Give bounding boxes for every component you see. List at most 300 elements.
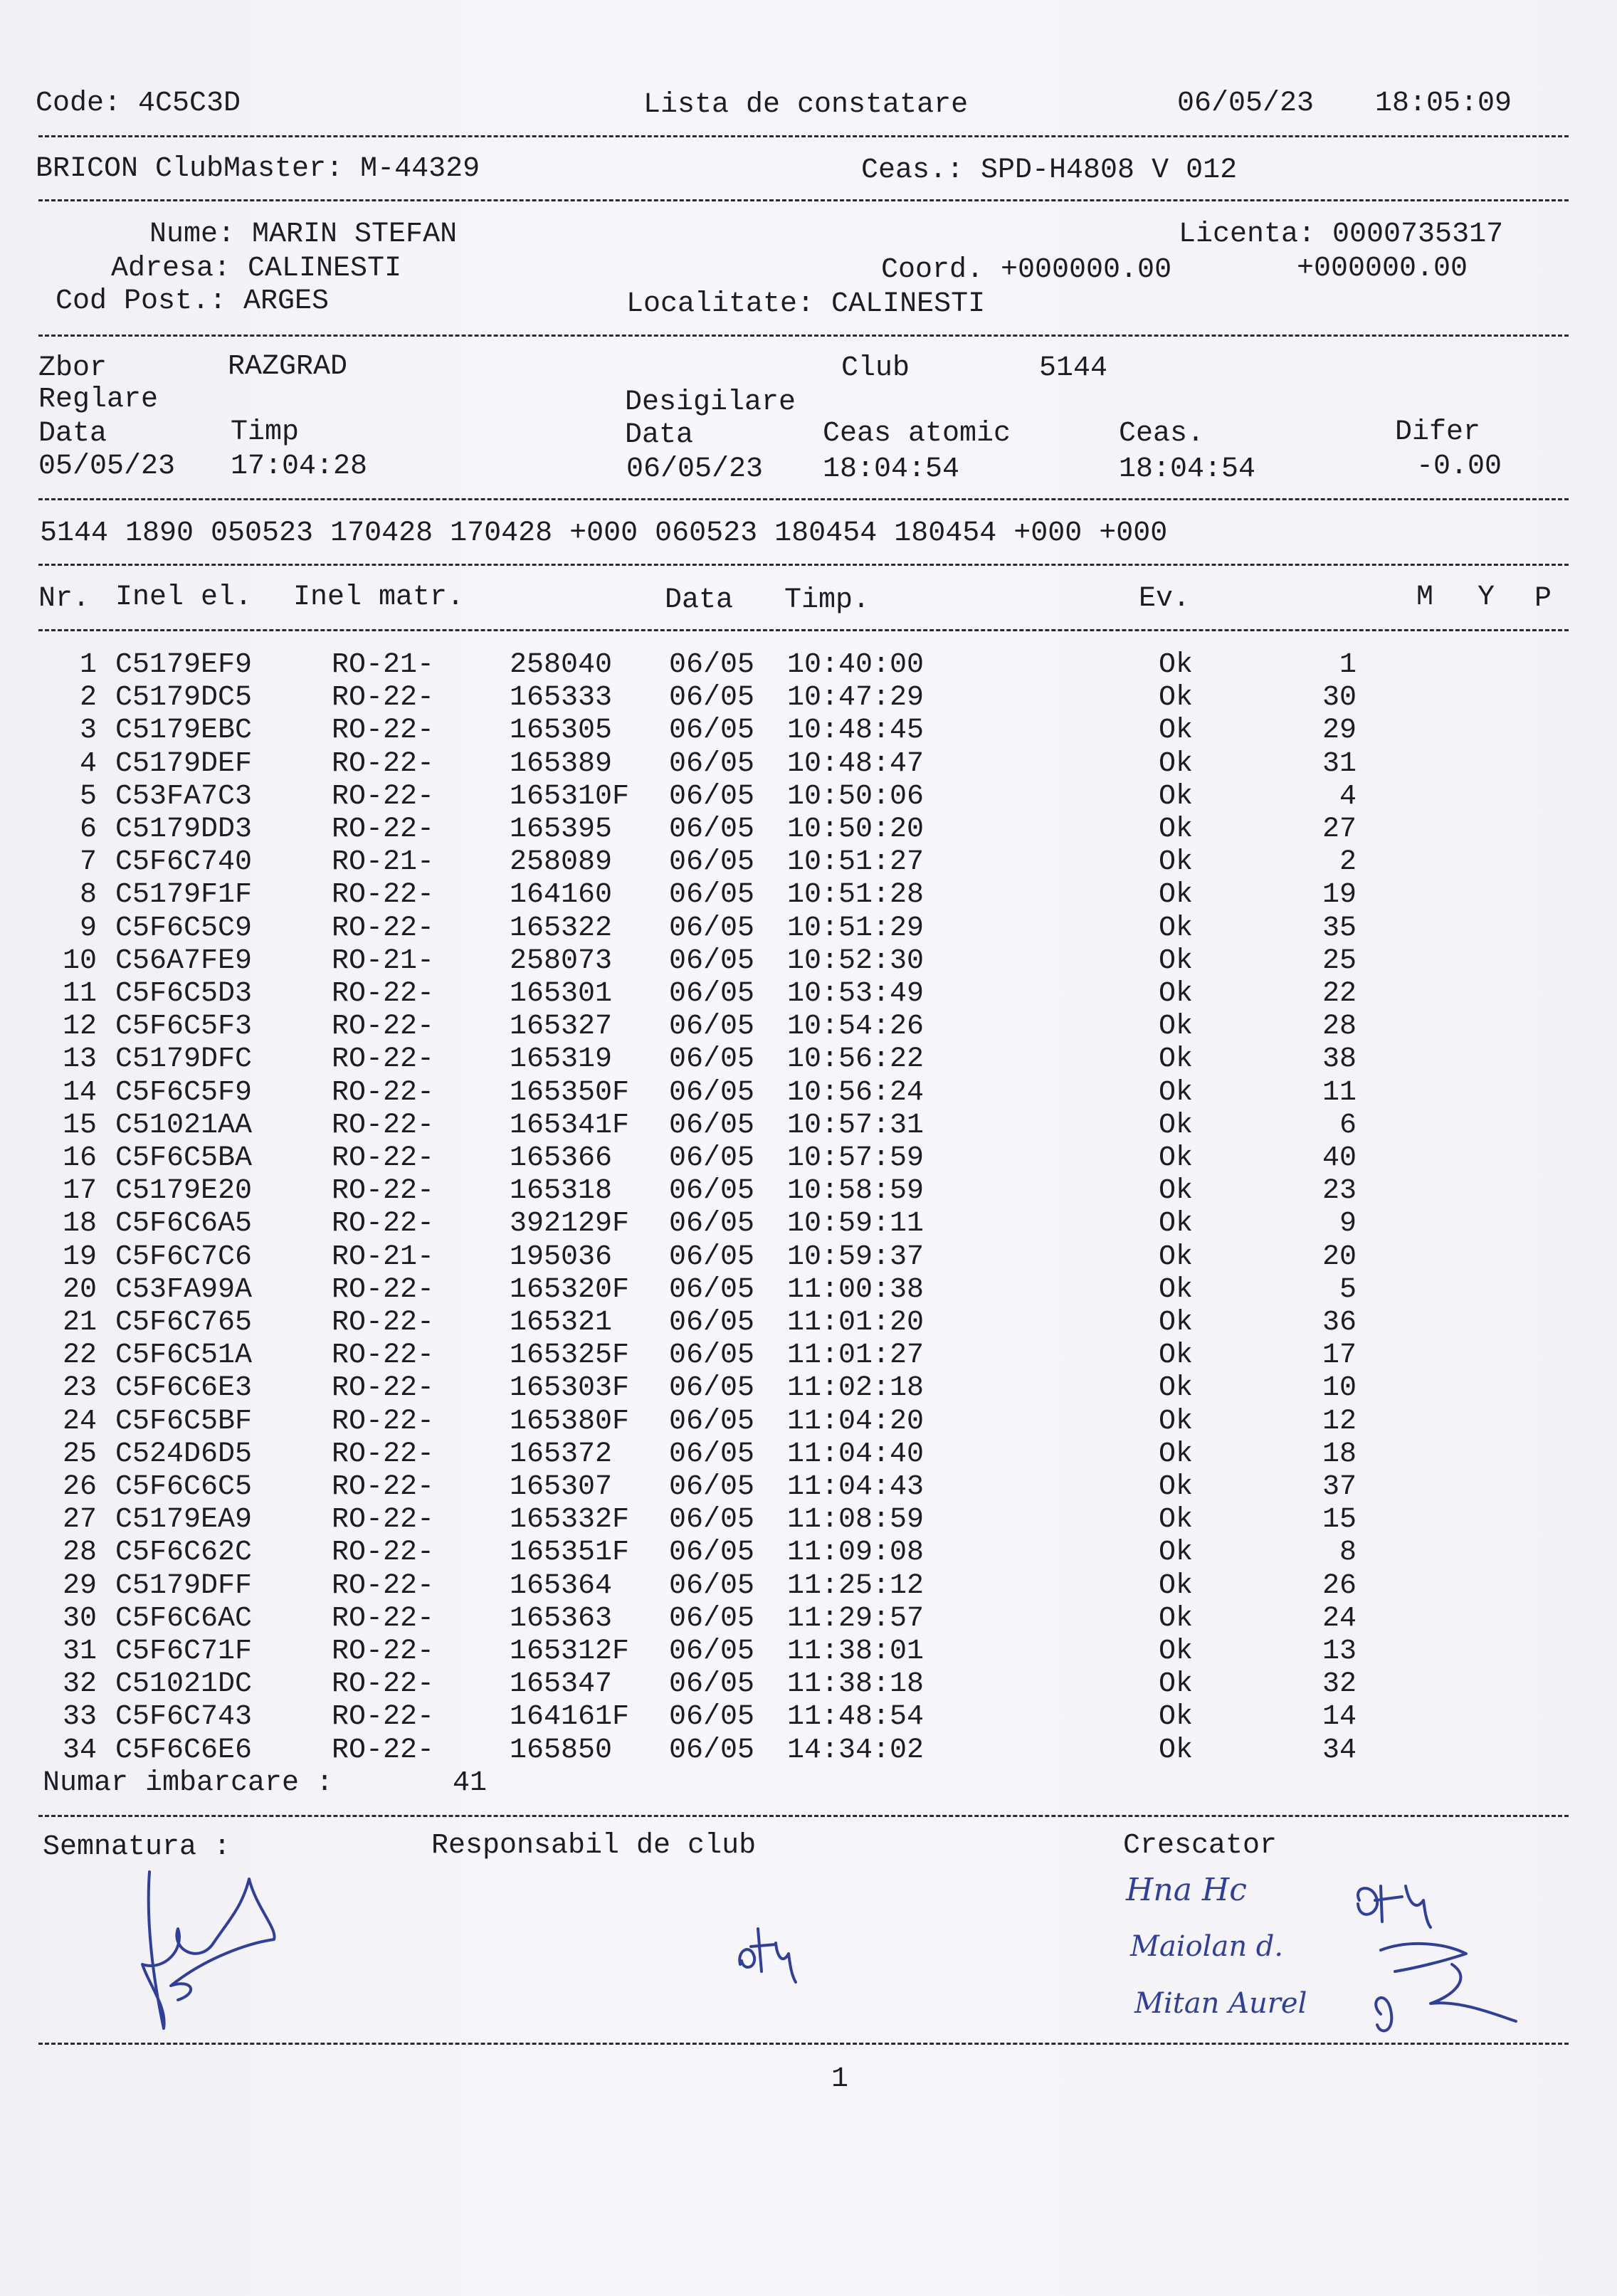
boarding-count-label: Numar imbarcare :: [43, 1767, 334, 1799]
ring-number: 165303F: [510, 1372, 630, 1405]
ring-prefix: RO-22-: [332, 813, 435, 846]
ring-prefix: RO-22-: [332, 715, 435, 747]
table-row: [0, 879, 1617, 912]
ring-prefix: RO-22-: [332, 1307, 435, 1339]
arrival-time: 11:01:20: [787, 1307, 925, 1339]
divider: [38, 629, 1569, 631]
rank: 8: [1339, 1537, 1357, 1569]
row-number: 21: [62, 1307, 97, 1339]
table-row: [0, 1175, 1617, 1208]
ceas-value: 18:04:54: [1119, 453, 1256, 485]
ring-prefix: RO-22-: [332, 682, 435, 715]
ring-electronic: C5179DD3: [115, 813, 253, 846]
arrival-date: 06/05: [669, 1011, 755, 1043]
table-row: [0, 1668, 1617, 1701]
ring-prefix: RO-22-: [332, 1471, 435, 1503]
rank: 29: [1322, 715, 1357, 747]
ring-electronic: C5F6C6A5: [115, 1208, 253, 1241]
event-status: Ok: [1159, 1504, 1194, 1537]
ring-number: 165351F: [510, 1537, 630, 1569]
club-responsible-label: Responsabil de club: [431, 1830, 757, 1862]
arrival-date: 06/05: [669, 1208, 755, 1241]
arrival-date: 06/05: [669, 715, 755, 747]
owner-address: Adresa: CALINESTI: [111, 253, 402, 285]
row-number: 10: [62, 944, 97, 977]
ring-prefix: RO-22-: [332, 978, 435, 1010]
rank: 38: [1322, 1043, 1357, 1076]
arrival-date: 06/05: [669, 1569, 755, 1602]
ring-electronic: C53FA99A: [115, 1273, 253, 1306]
arrival-date: 06/05: [669, 1142, 755, 1174]
row-number: 11: [62, 978, 97, 1010]
clock-id: Ceas.: SPD-H4808 V 012: [861, 154, 1238, 186]
arrival-date: 06/05: [669, 1109, 755, 1142]
row-number: 15: [62, 1109, 97, 1142]
ring-electronic: C5F6C743: [115, 1701, 253, 1734]
event-status: Ok: [1159, 1701, 1194, 1734]
rank: 1: [1339, 649, 1357, 681]
ring-prefix: RO-21-: [332, 944, 435, 977]
desig-data-label: Data: [625, 419, 694, 451]
event-status: Ok: [1159, 944, 1194, 977]
table-row: [0, 1603, 1617, 1636]
arrival-date: 06/05: [669, 1307, 755, 1339]
ring-prefix: RO-22-: [332, 1011, 435, 1043]
arrival-time: 11:01:27: [787, 1339, 925, 1372]
reglare-timp: 17:04:28: [231, 451, 368, 483]
ring-number: 165850: [510, 1734, 613, 1766]
owner-locality: Localitate: CALINESTI: [626, 288, 986, 320]
ring-electronic: C5F6C6E3: [115, 1372, 253, 1405]
arrival-date: 06/05: [669, 1537, 755, 1569]
arrival-date: 06/05: [669, 978, 755, 1010]
arrival-date: 06/05: [669, 1504, 755, 1537]
arrival-date: 06/05: [669, 1636, 755, 1668]
rank: 14: [1322, 1701, 1357, 1734]
arrival-date: 06/05: [669, 682, 755, 715]
row-number: 24: [62, 1405, 97, 1438]
rank: 28: [1322, 1011, 1357, 1043]
table-row: [0, 813, 1617, 846]
event-status: Ok: [1159, 682, 1194, 715]
event-status: Ok: [1159, 1471, 1194, 1503]
col-ev-header: Ev.: [1139, 583, 1191, 615]
arrival-date: 06/05: [669, 1175, 755, 1208]
arrival-time: 10:56:24: [787, 1076, 925, 1109]
ring-prefix: RO-22-: [332, 1405, 435, 1438]
row-number: 4: [79, 747, 97, 780]
row-number: 19: [62, 1241, 97, 1273]
ceas-atomic-label: Ceas atomic: [823, 418, 1011, 450]
ring-number: 195036: [510, 1241, 613, 1273]
row-number: 8: [79, 879, 97, 912]
table-row: [0, 1011, 1617, 1043]
breeder-signature: [1338, 1872, 1523, 2043]
owner-licence: Licenta: 0000735317: [1179, 218, 1504, 251]
rank: 4: [1339, 780, 1357, 813]
table-row: [0, 1504, 1617, 1537]
event-status: Ok: [1159, 1208, 1194, 1241]
col-data-header: Data: [665, 584, 734, 616]
arrival-date: 06/05: [669, 780, 755, 813]
difer-value: -0.00: [1416, 451, 1502, 483]
table-row: [0, 1570, 1617, 1603]
ring-prefix: RO-22-: [332, 1602, 435, 1635]
table-row: [0, 912, 1617, 945]
event-status: Ok: [1159, 1602, 1194, 1635]
row-number: 18: [62, 1208, 97, 1241]
ring-electronic: C524D6D5: [115, 1438, 253, 1470]
rank: 25: [1322, 944, 1357, 977]
row-number: 16: [62, 1142, 97, 1174]
col-inel-matr-header: Inel matr.: [293, 581, 465, 614]
ring-electronic: C5F6C5F9: [115, 1076, 253, 1109]
desig-data: 06/05/23: [626, 453, 764, 485]
col-y-header: Y: [1478, 581, 1495, 614]
ring-electronic: C53FA7C3: [115, 780, 253, 813]
row-number: 22: [62, 1339, 97, 1372]
print-time: 18:05:09: [1375, 88, 1512, 120]
ring-electronic: C5F6C5C9: [115, 912, 253, 944]
rank: 26: [1322, 1569, 1357, 1602]
arrival-time: 11:38:18: [787, 1668, 925, 1701]
arrival-date: 06/05: [669, 1602, 755, 1635]
ring-number: 165364: [510, 1569, 613, 1602]
divider: [38, 135, 1569, 137]
ring-prefix: RO-21-: [332, 1241, 435, 1273]
rank: 35: [1322, 912, 1357, 944]
club-label: Club: [841, 352, 910, 384]
ring-electronic: C5F6C71F: [115, 1636, 253, 1668]
row-number: 14: [62, 1076, 97, 1109]
col-timp-header: Timp.: [784, 584, 870, 616]
ring-electronic: C5F6C6C5: [115, 1471, 253, 1503]
ring-number: 165301: [510, 978, 613, 1010]
ring-prefix: RO-21-: [332, 846, 435, 879]
breeder-label: Crescator: [1123, 1830, 1278, 1862]
rank: 10: [1322, 1372, 1357, 1405]
event-status: Ok: [1159, 1241, 1194, 1273]
arrival-date: 06/05: [669, 944, 755, 977]
ring-prefix: RO-22-: [332, 912, 435, 944]
arrival-date: 06/05: [669, 912, 755, 944]
page-number: 1: [831, 2063, 849, 2095]
event-status: Ok: [1159, 1043, 1194, 1076]
ring-electronic: C5F6C740: [115, 846, 253, 879]
event-status: Ok: [1159, 747, 1194, 780]
divider: [38, 498, 1569, 500]
ring-prefix: RO-22-: [332, 1142, 435, 1174]
clubmaster-id: BRICON ClubMaster: M-44329: [36, 153, 480, 185]
col-nr-header: Nr.: [38, 583, 90, 615]
ring-prefix: RO-22-: [332, 1043, 435, 1076]
ring-number: 165332F: [510, 1504, 630, 1537]
ring-number: 165363: [510, 1602, 613, 1635]
table-row: [0, 1043, 1617, 1076]
arrival-time: 11:04:43: [787, 1471, 925, 1503]
table-row: [0, 1208, 1617, 1241]
ring-number: 165389: [510, 747, 613, 780]
row-number: 7: [79, 846, 97, 879]
arrival-date: 06/05: [669, 1438, 755, 1470]
desigilare-label: Desigilare: [625, 386, 796, 418]
signature-scribble: [121, 1865, 306, 2043]
ring-number: 165350F: [510, 1076, 630, 1109]
event-status: Ok: [1159, 1438, 1194, 1470]
ring-electronic: C5179DFC: [115, 1043, 253, 1076]
arrival-date: 06/05: [669, 1734, 755, 1766]
ring-number: 165395: [510, 813, 613, 846]
arrival-date: 06/05: [669, 1043, 755, 1076]
ring-number: 165318: [510, 1175, 613, 1208]
ring-number: 165307: [510, 1471, 613, 1503]
event-status: Ok: [1159, 879, 1194, 912]
row-number: 6: [79, 813, 97, 846]
reglare-label: Reglare: [38, 384, 159, 416]
row-number: 30: [62, 1602, 97, 1635]
ceas-label: Ceas.: [1119, 418, 1205, 450]
reglare-data-label: Data: [38, 418, 107, 450]
row-number: 3: [79, 715, 97, 747]
row-number: 28: [62, 1537, 97, 1569]
event-status: Ok: [1159, 846, 1194, 879]
row-number: 26: [62, 1471, 97, 1503]
table-row: [0, 1471, 1617, 1504]
reglare-timp-label: Timp: [231, 416, 300, 448]
ring-prefix: RO-22-: [332, 1636, 435, 1668]
row-number: 12: [62, 1011, 97, 1043]
arrival-date: 06/05: [669, 1372, 755, 1405]
ring-number: 165320F: [510, 1273, 630, 1306]
rank: 34: [1322, 1734, 1357, 1766]
rank: 36: [1322, 1307, 1357, 1339]
event-status: Ok: [1159, 715, 1194, 747]
ring-prefix: RO-22-: [332, 1109, 435, 1142]
ring-number: 258073: [510, 944, 613, 977]
event-status: Ok: [1159, 813, 1194, 846]
arrival-time: 10:52:30: [787, 944, 925, 977]
ring-prefix: RO-22-: [332, 1537, 435, 1569]
event-status: Ok: [1159, 1307, 1194, 1339]
rank: 9: [1339, 1208, 1357, 1241]
event-status: Ok: [1159, 780, 1194, 813]
arrival-date: 06/05: [669, 846, 755, 879]
event-status: Ok: [1159, 1569, 1194, 1602]
ring-electronic: C5179DFF: [115, 1569, 253, 1602]
rank: 2: [1339, 846, 1357, 879]
breeder-handwriting-2: Maiolan d.: [1130, 1930, 1284, 1963]
ring-number: 165312F: [510, 1636, 630, 1668]
ring-prefix: RO-22-: [332, 1701, 435, 1734]
arrival-date: 06/05: [669, 813, 755, 846]
ring-number: 165321: [510, 1307, 613, 1339]
table-row: [0, 1701, 1617, 1734]
rank: 17: [1322, 1339, 1357, 1372]
ring-electronic: C5F6C6AC: [115, 1602, 253, 1635]
event-status: Ok: [1159, 1372, 1194, 1405]
ring-electronic: C5F6C5D3: [115, 978, 253, 1010]
ring-electronic: C51021AA: [115, 1109, 253, 1142]
ring-prefix: RO-22-: [332, 1372, 435, 1405]
ring-electronic: C5179E20: [115, 1175, 253, 1208]
arrival-date: 06/05: [669, 879, 755, 912]
table-row: [0, 846, 1617, 879]
rank: 18: [1322, 1438, 1357, 1470]
ring-number: 165333: [510, 682, 613, 715]
ring-electronic: C5F6C5BA: [115, 1142, 253, 1174]
table-row: [0, 1406, 1617, 1438]
row-number: 25: [62, 1438, 97, 1470]
ring-electronic: C51021DC: [115, 1668, 253, 1701]
ring-number: 165325F: [510, 1339, 630, 1372]
row-number: 1: [79, 649, 97, 681]
arrival-time: 10:59:37: [787, 1241, 925, 1273]
event-status: Ok: [1159, 1339, 1194, 1372]
event-status: Ok: [1159, 1668, 1194, 1701]
ring-electronic: C5179EBC: [115, 715, 253, 747]
arrival-time: 10:54:26: [787, 1011, 925, 1043]
ring-prefix: RO-22-: [332, 1076, 435, 1109]
arrival-time: 10:50:20: [787, 813, 925, 846]
ring-number: 165366: [510, 1142, 613, 1174]
arrival-time: 11:29:57: [787, 1602, 925, 1635]
event-status: Ok: [1159, 1109, 1194, 1142]
arrival-date: 06/05: [669, 649, 755, 681]
event-status: Ok: [1159, 649, 1194, 681]
row-number: 33: [62, 1701, 97, 1734]
table-row: [0, 715, 1617, 747]
ring-number: 165380F: [510, 1405, 630, 1438]
ring-prefix: RO-22-: [332, 1504, 435, 1537]
ring-electronic: C5179F1F: [115, 879, 253, 912]
ring-number: 392129F: [510, 1208, 630, 1241]
flight-label: Zbor: [38, 352, 107, 384]
arrival-time: 11:38:01: [787, 1636, 925, 1668]
ring-prefix: RO-22-: [332, 1668, 435, 1701]
ring-number: 164161F: [510, 1701, 630, 1734]
ring-number: 258089: [510, 846, 613, 879]
rank: 6: [1339, 1109, 1357, 1142]
row-number: 13: [62, 1043, 97, 1076]
ring-prefix: RO-22-: [332, 1569, 435, 1602]
ring-electronic: C5F6C7C6: [115, 1241, 253, 1273]
arrival-date: 06/05: [669, 1241, 755, 1273]
rank: 20: [1322, 1241, 1357, 1273]
ring-prefix: RO-22-: [332, 747, 435, 780]
table-row: [0, 748, 1617, 781]
signature-label: Semnatura :: [43, 1831, 231, 1863]
ring-electronic: C5F6C765: [115, 1307, 253, 1339]
arrival-time: 10:51:28: [787, 879, 925, 912]
row-number: 2: [79, 682, 97, 715]
ring-number: 165372: [510, 1438, 613, 1470]
rank: 23: [1322, 1175, 1357, 1208]
arrival-time: 10:59:11: [787, 1208, 925, 1241]
rank: 40: [1322, 1142, 1357, 1174]
table-row: [0, 1372, 1617, 1405]
breeder-handwriting-1: Hna Hc: [1126, 1872, 1247, 1908]
rank: 31: [1322, 747, 1357, 780]
event-status: Ok: [1159, 1537, 1194, 1569]
arrival-time: 10:48:45: [787, 715, 925, 747]
arrival-time: 10:48:47: [787, 747, 925, 780]
divider: [38, 2043, 1569, 2045]
table-row: [0, 1339, 1617, 1372]
ring-prefix: RO-22-: [332, 1339, 435, 1372]
arrival-time: 10:56:22: [787, 1043, 925, 1076]
arrival-time: 11:48:54: [787, 1701, 925, 1734]
table-row: [0, 1734, 1617, 1767]
reglare-data: 05/05/23: [38, 451, 176, 483]
document-code: Code: 4C5C3D: [36, 88, 241, 120]
table-row: [0, 945, 1617, 978]
table-row: [0, 1307, 1617, 1339]
ring-number: 165305: [510, 715, 613, 747]
rank: 22: [1322, 978, 1357, 1010]
club-value: 5144: [1039, 352, 1108, 384]
row-number: 27: [62, 1504, 97, 1537]
divider: [38, 1815, 1569, 1817]
arrival-date: 06/05: [669, 1076, 755, 1109]
arrival-time: 11:09:08: [787, 1537, 925, 1569]
ring-electronic: C5F6C5BF: [115, 1405, 253, 1438]
row-number: 17: [62, 1175, 97, 1208]
arrival-time: 10:57:59: [787, 1142, 925, 1174]
table-row: [0, 1438, 1617, 1471]
arrival-time: 10:51:29: [787, 912, 925, 944]
arrival-date: 06/05: [669, 1405, 755, 1438]
ring-electronic: C5179DC5: [115, 682, 253, 715]
encoded-line: 5144 1890 050523 170428 170428 +000 060523 180454 180454 +000 +000: [40, 517, 1168, 549]
rank: 30: [1322, 682, 1357, 715]
ring-number: 165322: [510, 912, 613, 944]
table-row: [0, 1274, 1617, 1307]
arrival-time: 11:00:38: [787, 1273, 925, 1306]
table-row: [0, 1142, 1617, 1175]
club-responsible-signature: [733, 1922, 811, 1986]
col-p-header: P: [1534, 583, 1552, 615]
table-row: [0, 781, 1617, 813]
arrival-time: 11:04:20: [787, 1405, 925, 1438]
event-status: Ok: [1159, 1636, 1194, 1668]
arrival-date: 06/05: [669, 747, 755, 780]
rank: 37: [1322, 1471, 1357, 1503]
ring-electronic: C5F6C51A: [115, 1339, 253, 1372]
ring-number: 165327: [510, 1011, 613, 1043]
event-status: Ok: [1159, 1175, 1194, 1208]
ring-electronic: C5F6C6E6: [115, 1734, 253, 1766]
event-status: Ok: [1159, 912, 1194, 944]
row-number: 9: [79, 912, 97, 944]
ring-prefix: RO-22-: [332, 1208, 435, 1241]
arrival-date: 06/05: [669, 1273, 755, 1306]
arrival-date: 06/05: [669, 1471, 755, 1503]
rank: 12: [1322, 1405, 1357, 1438]
row-number: 32: [62, 1668, 97, 1701]
ring-electronic: C5F6C5F3: [115, 1011, 253, 1043]
table-row: [0, 1636, 1617, 1668]
ring-prefix: RO-22-: [332, 879, 435, 912]
ring-number: 164160: [510, 879, 613, 912]
arrival-time: 11:04:40: [787, 1438, 925, 1470]
event-status: Ok: [1159, 1273, 1194, 1306]
divider: [38, 564, 1569, 566]
event-status: Ok: [1159, 1142, 1194, 1174]
arrival-date: 06/05: [669, 1668, 755, 1701]
ring-number: 258040: [510, 649, 613, 681]
divider: [38, 199, 1569, 201]
ring-prefix: RO-22-: [332, 780, 435, 813]
